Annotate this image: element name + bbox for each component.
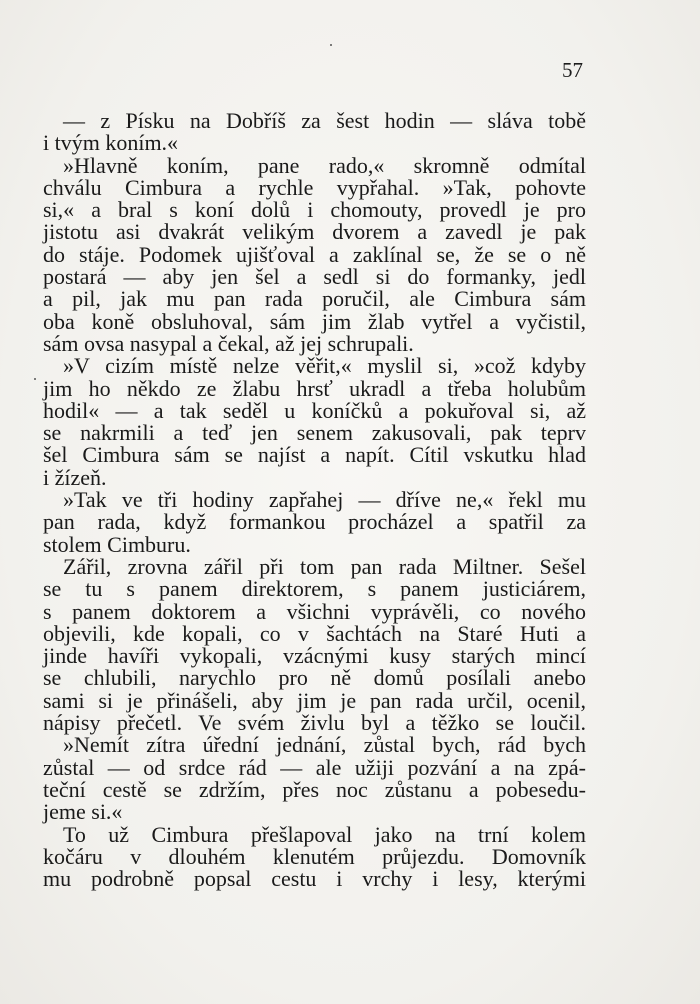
body-text bbox=[43, 110, 586, 890]
text-line: hodil« — a tak seděl u koníčků a pokuřoval si, až bbox=[43, 397, 586, 423]
text-line: sám ovsa nasypal a čekal, až jej schrupali. bbox=[43, 330, 414, 356]
text-line: s panem doktorem a všichni vyprávěli, co nového bbox=[43, 598, 586, 624]
text-line: se chlubili, narychlo pro ně domů posílali anebo bbox=[43, 665, 586, 691]
text-line: a pil, jak mu pan rada poručil, ale Cimbura sám bbox=[43, 286, 586, 312]
text-line: postará — aby jen šel a sedl si do formanky, jedl bbox=[43, 264, 586, 290]
text-line: se nakrmili a teď jen senem zakusovali, pak teprv bbox=[43, 420, 586, 446]
text-line: oba koně obsluhoval, sám jim žlab vytřel a vyčistil, bbox=[43, 308, 586, 334]
text-line: se tu s panem direktorem, s panem justiciárem, bbox=[43, 576, 586, 602]
text-line: stolem Cimburu. bbox=[43, 531, 191, 557]
text-line: »Nemít zítra úřední jednání, zůstal bych, rád bych bbox=[63, 732, 586, 758]
text-line: jinde havíři vykopali, vzácnými kusy starých mincí bbox=[43, 643, 586, 669]
text-line: mu podrobně popsal cestu i vrchy i lesy, kterými bbox=[43, 866, 586, 892]
text-line: »V cizím místě nelze věřit,« myslil si, »což kdyby bbox=[63, 353, 586, 379]
text-line: Zářil, zrovna zářil při tom pan rada Miltner. Sešel bbox=[63, 553, 586, 579]
text-line: pan rada, když formankou procházel a spatřil za bbox=[43, 509, 586, 535]
text-line: i žízeň. bbox=[43, 464, 107, 490]
text-line: jeme si.« bbox=[43, 799, 123, 825]
text-line: »Tak ve tři hodiny zapřahej — dříve ne,« řekl mu bbox=[63, 487, 586, 513]
text-line: i tvým koním.« bbox=[43, 130, 179, 156]
text-line: šel Cimbura sám se najíst a napít. Cítil vskutku hlad bbox=[43, 442, 586, 468]
text-line: teční cestě se zdržím, přes noc zůstanu a pobesedu- bbox=[43, 776, 586, 802]
text-line: jistotu asi dvakrát velikým dvorem a zavedl je pak bbox=[43, 219, 586, 245]
text-line: objevili, kde kopali, co v šachtách na Staré Huti a bbox=[43, 620, 586, 646]
paper-speck bbox=[34, 378, 36, 380]
text-line: kočáru v dlouhém klenutém průjezdu. Domovník bbox=[43, 843, 586, 869]
paper-speck bbox=[330, 44, 332, 46]
text-line: zůstal — od srdce rád — ale užiji pozvání a na zpá- bbox=[43, 754, 586, 780]
text-line: To už Cimbura přešlapoval jako na trní kolem bbox=[63, 821, 586, 847]
text-line: »Hlavně koním, pane rado,« skromně odmítal bbox=[63, 152, 586, 178]
text-line: do stáje. Podomek ujišťoval a zaklínal se, že se o ně bbox=[43, 241, 586, 267]
text-line: si,« a bral s koní dolů i chomouty, provedl je pro bbox=[43, 197, 586, 223]
text-line: chválu Cimbura a rychle vypřahal. »Tak, pohovte bbox=[43, 174, 586, 200]
text-line: nápisy přečetl. Ve svém živlu byl a těžko se loučil. bbox=[43, 710, 586, 736]
page-number: 57 bbox=[562, 58, 583, 82]
text-line: sami si je přinášeli, aby jim je pan rada určil, ocenil, bbox=[43, 687, 586, 713]
text-line: — z Písku na Dobříš za šest hodin — sláva tobě bbox=[63, 108, 586, 133]
text-line: jim ho někdo ze žlabu hrsť ukradl a třeba holubům bbox=[43, 375, 586, 401]
